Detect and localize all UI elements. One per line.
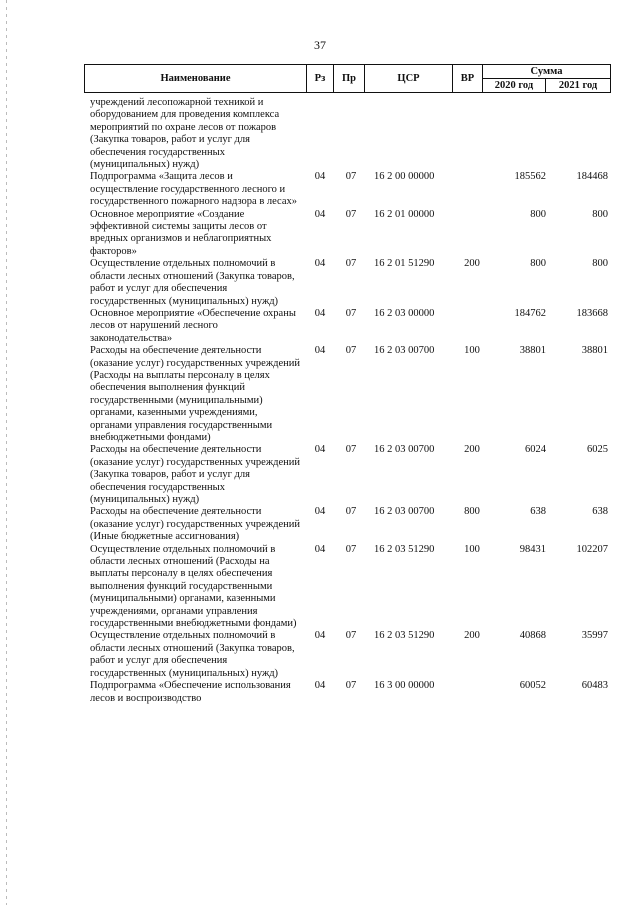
table-row xyxy=(90,506,610,543)
row-sum-2020: 800 xyxy=(530,258,546,270)
row-sum-2021: 102207 xyxy=(576,543,608,555)
row-csr: 16 2 03 00000 xyxy=(374,307,435,319)
table-row xyxy=(90,680,610,705)
header-vr: ВР xyxy=(453,65,483,93)
row-sum-2020: 185562 xyxy=(514,171,546,183)
row-rz: 04 xyxy=(314,307,326,319)
row-name: Основное мероприятие «Обеспечение охраны лесов от нарушений лесного законодательства» xyxy=(90,307,296,344)
table-header xyxy=(84,64,611,93)
row-pr: 07 xyxy=(345,171,357,183)
table-row xyxy=(90,97,610,171)
row-pr: 07 xyxy=(345,630,357,642)
header-year-2021: 2021 год xyxy=(546,79,611,93)
row-rz: 04 xyxy=(314,171,326,183)
row-vr: 800 xyxy=(464,506,480,518)
table-row xyxy=(90,258,610,308)
row-sum-2021: 38801 xyxy=(581,345,608,357)
row-sum-2021: 800 xyxy=(592,258,608,270)
row-pr: 07 xyxy=(345,543,357,555)
row-sum-2020: 800 xyxy=(530,208,546,220)
row-rz: 04 xyxy=(314,444,326,456)
row-csr: 16 2 03 00700 xyxy=(374,506,435,518)
row-sum-2020: 638 xyxy=(530,506,546,518)
row-csr: 16 2 03 00700 xyxy=(374,444,435,456)
header-sum: Сумма xyxy=(483,65,611,79)
row-vr: 200 xyxy=(464,444,480,456)
row-name: Осуществление отдельных полномочий в области лесных отношений (Закупка товаров, работ и услуг для обеспечения государственных (муниципальных) нужд) xyxy=(90,630,295,679)
row-pr: 07 xyxy=(345,506,357,518)
row-rz: 04 xyxy=(314,208,326,220)
row-sum-2021: 638 xyxy=(592,506,608,518)
row-sum-2021: 800 xyxy=(592,208,608,220)
header-name: Наименование xyxy=(85,65,307,93)
row-name: учреждений лесопожарной техникой и оборудованием для проведения комплекса мероприятий по охране лесов от пожаров (Закупка товаров, работ и услуг для обеспечения государственных (муниципальных) нужд) xyxy=(90,97,280,171)
row-name: Подпрограмма «Защита лесов и осуществление государственного лесного и государственного пожарного надзора в лесах» xyxy=(90,171,298,208)
header-pr: Пр xyxy=(334,65,365,93)
row-sum-2021: 6025 xyxy=(587,444,608,456)
row-csr: 16 2 01 51290 xyxy=(374,258,435,270)
row-csr: 16 2 00 00000 xyxy=(374,171,435,183)
row-pr: 07 xyxy=(345,307,357,319)
row-csr: 16 2 03 00700 xyxy=(374,345,435,357)
table-row xyxy=(90,171,610,208)
row-pr: 07 xyxy=(345,345,357,357)
row-csr: 16 2 03 51290 xyxy=(374,543,435,555)
header-csr: ЦСР xyxy=(365,65,453,93)
row-csr: 16 2 03 51290 xyxy=(374,630,435,642)
row-pr: 07 xyxy=(345,680,357,692)
table-row xyxy=(90,544,610,631)
header-rz: Рз xyxy=(307,65,334,93)
row-sum-2020: 6024 xyxy=(525,444,546,456)
row-sum-2020: 184762 xyxy=(514,307,546,319)
header-year-2020: 2020 год xyxy=(483,79,546,93)
row-rz: 04 xyxy=(314,345,326,357)
row-name: Подпрограмма «Обеспечение использования лесов и воспроизводство xyxy=(90,680,291,704)
table-row xyxy=(90,630,610,680)
table-row xyxy=(90,345,610,444)
row-vr: 100 xyxy=(464,543,480,555)
row-rz: 04 xyxy=(314,630,326,642)
row-csr: 16 2 01 00000 xyxy=(374,208,435,220)
row-csr: 16 3 00 00000 xyxy=(374,680,435,692)
table-body xyxy=(90,97,610,705)
row-vr: 200 xyxy=(464,630,480,642)
table-row xyxy=(90,209,610,259)
row-rz: 04 xyxy=(314,680,326,692)
row-pr: 07 xyxy=(345,258,357,270)
row-sum-2020: 38801 xyxy=(519,345,546,357)
row-sum-2020: 40868 xyxy=(519,630,546,642)
row-sum-2021: 35997 xyxy=(581,630,608,642)
row-sum-2021: 183668 xyxy=(576,307,608,319)
row-name: Расходы на обеспечение деятельности (оказание услуг) государственных учреждений (Иные бюджетные ассигнования) xyxy=(90,506,300,543)
table-row xyxy=(90,444,610,506)
row-rz: 04 xyxy=(314,543,326,555)
row-name: Расходы на обеспечение деятельности (оказание услуг) государственных учреждений (Расходы на выплаты персоналу в целях обеспечения выполнения функций государственными (муниципальными) органами, казенными учреждениями, органами управления государственными внебюджетными фондами) xyxy=(90,345,300,443)
row-name: Основное мероприятие «Создание эффективной системы защиты лесов от вредных организмов и неблагоприятных факторов» xyxy=(90,208,272,257)
row-pr: 07 xyxy=(345,208,357,220)
page-number: 37 xyxy=(314,38,326,52)
row-sum-2020: 60052 xyxy=(519,680,546,692)
row-pr: 07 xyxy=(345,444,357,456)
scan-margin-line xyxy=(6,0,7,905)
row-vr: 200 xyxy=(464,258,480,270)
row-rz: 04 xyxy=(314,258,326,270)
row-name: Осуществление отдельных полномочий в области лесных отношений (Расходы на выплаты персоналу в целях обеспечения выполнения функций государственными (муниципальными) органами, казенными учреждениями, органами управления государственными внебюджетными фондами) xyxy=(90,543,297,630)
row-sum-2020: 98431 xyxy=(519,543,546,555)
table-row xyxy=(90,308,610,345)
row-name: Расходы на обеспечение деятельности (оказание услуг) государственных учреждений (Закупка товаров, работ и услуг для обеспечения государственных (муниципальных) нужд) xyxy=(90,444,300,505)
row-name: Осуществление отдельных полномочий в области лесных отношений (Закупка товаров, работ и услуг для обеспечения государственных (муниципальных) нужд) xyxy=(90,258,295,307)
row-sum-2021: 60483 xyxy=(581,680,608,692)
row-rz: 04 xyxy=(314,506,326,518)
row-sum-2021: 184468 xyxy=(576,171,608,183)
row-vr: 100 xyxy=(464,345,480,357)
